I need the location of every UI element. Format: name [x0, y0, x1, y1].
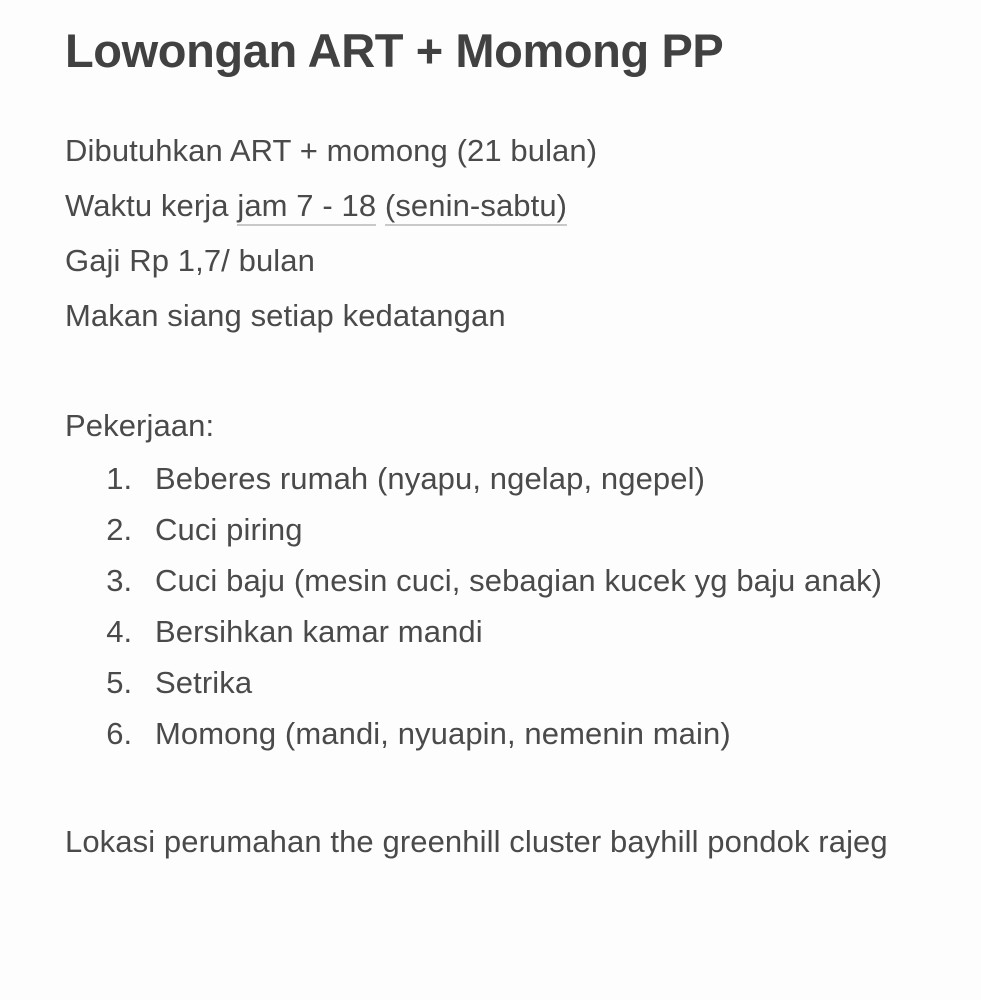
location-text: Lokasi perumahan the greenhill cluster bayhill pondok rajeg [65, 824, 888, 860]
intro-line-requirement: Dibutuhkan ART + momong (21 bulan) [65, 133, 598, 169]
schedule-gap [376, 188, 385, 223]
list-item: 5. Setrika [141, 657, 919, 708]
tasks-heading: Pekerjaan: [65, 408, 215, 444]
paragraph-spacer-bottom [65, 759, 919, 814]
schedule-days: (senin-sabtu) [385, 188, 567, 226]
list-item: 4. Bersihkan kamar mandi [141, 606, 919, 657]
schedule-prefix: Waktu kerja [65, 188, 238, 224]
list-item: 2. Cuci piring [141, 504, 919, 555]
list-item: 6. Momong (mandi, nyuapin, nemenin main) [141, 708, 919, 759]
intro-line-schedule [65, 178, 919, 233]
intro-line-salary: Gaji Rp 1,7/ bulan [65, 243, 315, 279]
location-block [65, 814, 919, 869]
list-item: 3. Cuci baju (mesin cuci, sebagian kucek yg baju anak) [141, 555, 919, 606]
schedule-hours: jam 7 - 18 [237, 188, 376, 226]
paragraph-spacer-top [65, 343, 919, 398]
intro-line-meal: Makan siang setiap kedatangan [65, 298, 506, 334]
list-item: 1. Beberes rumah (nyapu, ngelap, ngepel) [141, 453, 919, 504]
tasks-list [65, 453, 919, 759]
page-title: Lowongan ART + Momong PP [65, 24, 724, 77]
intro-block [65, 123, 919, 343]
